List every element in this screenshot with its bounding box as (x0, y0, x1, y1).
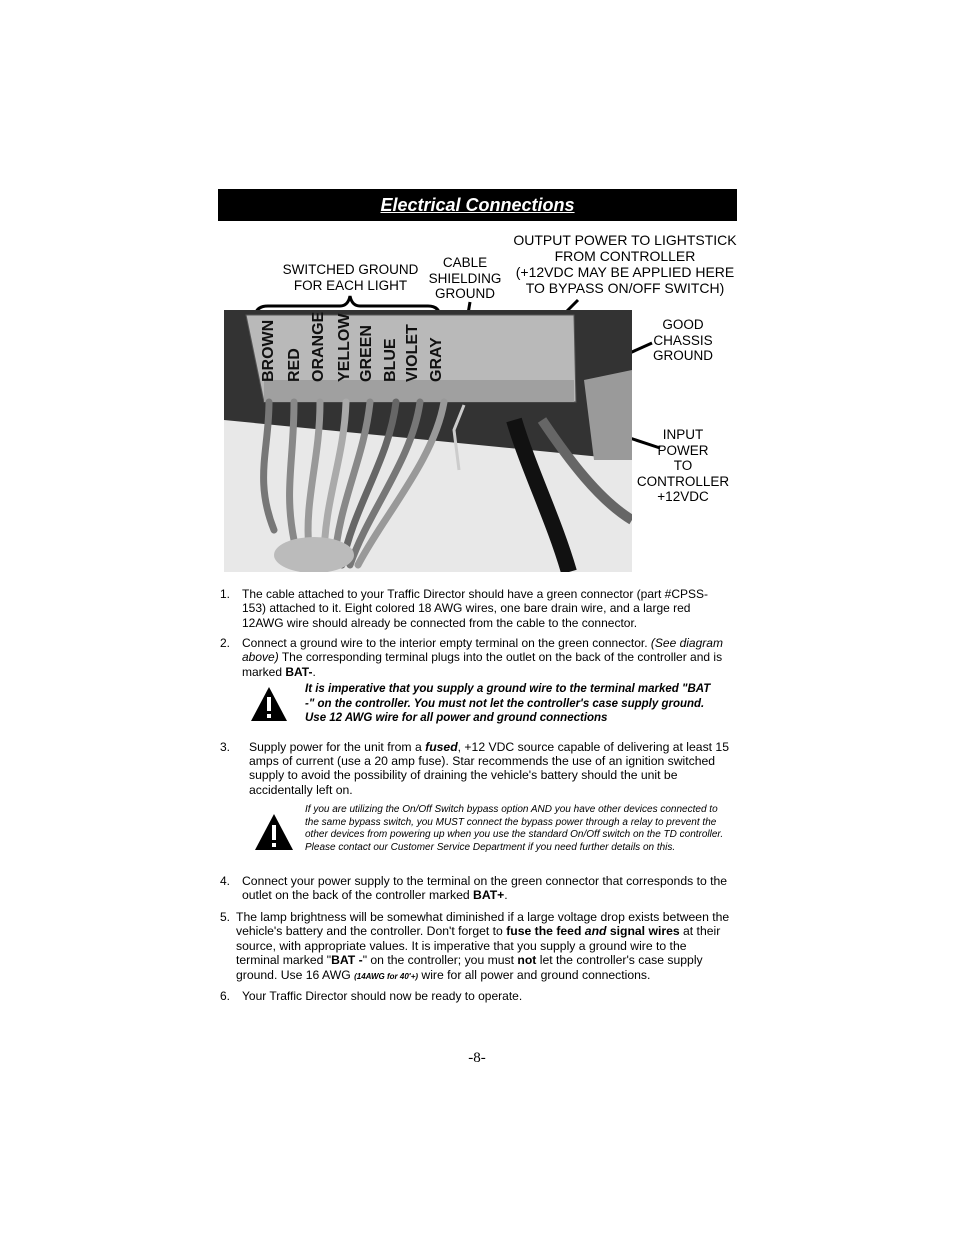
wire-label-orange: ORANGE (310, 311, 327, 382)
wire-color-labels (224, 310, 632, 420)
switched-ground-label: SWITCHED GROUND FOR EACH LIGHT (282, 262, 419, 293)
wire-label-red: RED (286, 348, 303, 382)
wire-label-green: GREEN (358, 325, 375, 382)
connector-photo (224, 310, 632, 572)
bypass-note: If you are utilizing the On/Off Switch bypass option AND you have other devices connected to the same bypass switch, you MUST connect the bypass power through a relay to prevent the other devices from powering up when you use the standard On/Off switch on the TD controller. Please contact our Customer Service Department if you need further details on this. (305, 804, 724, 853)
good-chassis-label: GOOD CHASSIS GROUND (653, 317, 713, 363)
output-power-label: OUTPUT POWER TO LIGHTSTICK FROM CONTROLLER (+12VDC MAY BE APPLIED HERE TO BYPASS ON/OFF SWITCH) (513, 232, 737, 296)
page-number: -8- (468, 1050, 486, 1066)
wire-label-yellow: YELLOW (336, 313, 353, 382)
wire-label-blue: BLUE (382, 338, 399, 382)
wire-label-gray: GRAY (428, 337, 445, 382)
wire-label-violet: VIOLET (404, 324, 421, 382)
section-title: Electrical Connections (380, 194, 575, 215)
wire-label-brown: BROWN (260, 319, 277, 382)
warning-text: It is imperative that you supply a ground wire to the terminal marked "BAT -" on the controller. You must not let the controller's case supply ground. Use 12 AWG wire for all power and ground connections (305, 683, 711, 725)
input-power-label: INPUT POWER TO CONTROLLER +12VDC (636, 427, 730, 504)
cable-shielding-label: CABLE SHIELDING GROUND (428, 255, 502, 301)
warning-icon (249, 685, 289, 723)
caution-icon (253, 812, 295, 852)
